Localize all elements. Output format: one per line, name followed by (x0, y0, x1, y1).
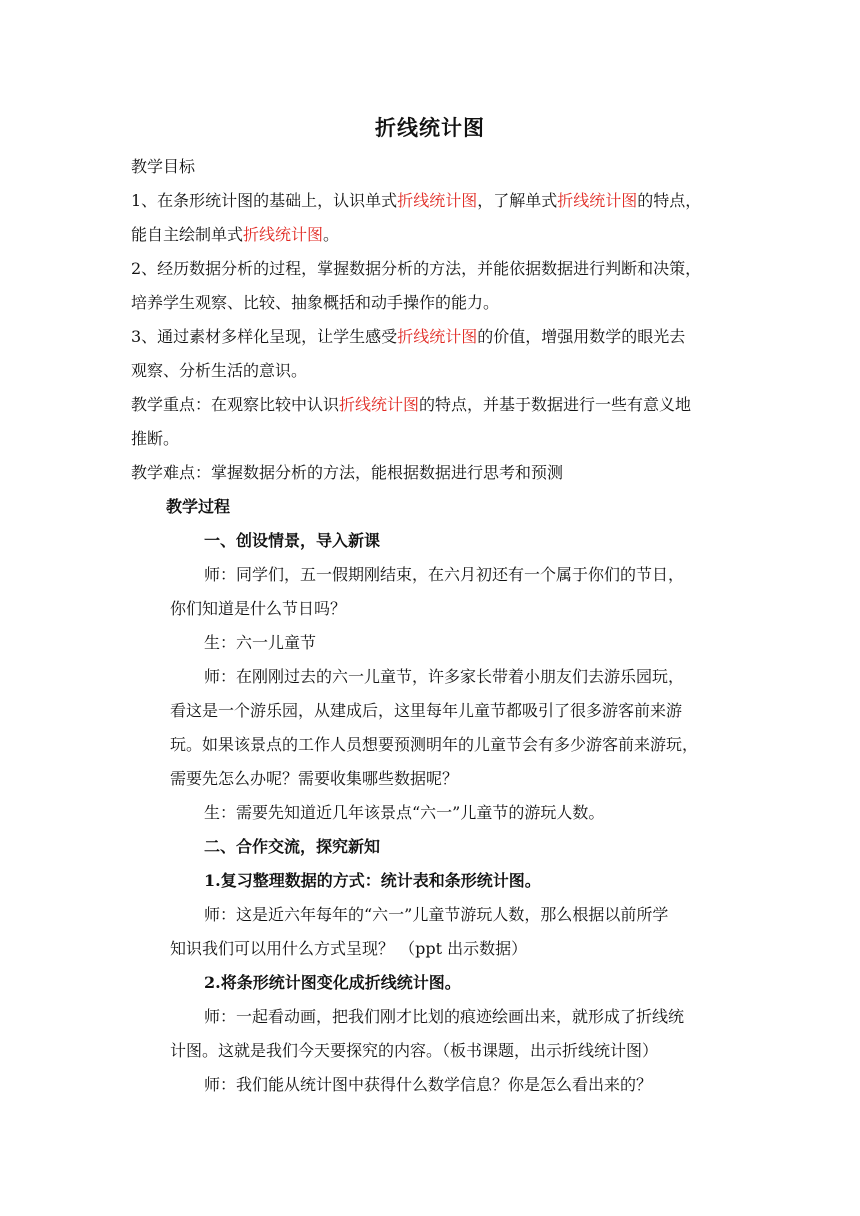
teacher-line-2c: 玩。如果该景点的工作人员想要预测明年的儿童节会有多少游客前来游玩， (170, 735, 699, 754)
teacher-line-4a: 师：一起看动画，把我们刚才比划的痕迹绘画出来，就形成了折线统 (204, 1007, 685, 1026)
teacher-line-2a: 师：在刚刚过去的六一儿童节，许多家长带着小朋友们去游乐园玩， (204, 667, 685, 686)
process-heading: 教学过程 (166, 497, 231, 516)
section-1-heading: 一、创设情景，导入新课 (204, 531, 381, 550)
subsection-2-heading: 2.将条形统计图变化成折线统计图。 (204, 973, 461, 992)
highlight-term: 折线统计图 (243, 225, 324, 244)
teacher-line-3b: 知识我们可以用什么方式呈现？ （ppt 出示数据） (170, 939, 528, 958)
section-2-heading: 二、合作交流，探究新知 (204, 837, 381, 856)
goal-1-line-2: 能自主绘制单式折线统计图。 (131, 225, 340, 244)
goal-2-line-1: 2、经历数据分析的过程，掌握数据分析的方法，并能依据数据进行判断和决策， (131, 259, 702, 278)
goal-1-line-1: 1、在条形统计图的基础上，认识单式折线统计图，了解单式折线统计图的特点， (131, 191, 702, 210)
highlight-term: 折线统计图 (339, 395, 420, 414)
subsection-1-heading: 1.复习整理数据的方式：统计表和条形统计图。 (204, 871, 541, 890)
highlight-term: 折线统计图 (397, 327, 478, 346)
highlight-term: 折线统计图 (397, 191, 478, 210)
teacher-line-2d: 需要先怎么办呢？需要收集哪些数据呢？ (170, 769, 459, 788)
goal-3-line-1: 3、通过素材多样化呈现，让学生感受折线统计图的价值，增强用数学的眼光去 (131, 327, 686, 346)
highlight-term: 折线统计图 (557, 191, 638, 210)
teacher-line-4b: 计图。这就是我们今天要探究的内容。（板书课题，出示折线统计图） (170, 1041, 659, 1060)
goals-heading: 教学目标 (131, 157, 196, 176)
student-line-1: 生：六一儿童节 (204, 633, 317, 652)
teacher-line-3a: 师：这是近六年每年的“六一”儿童节游玩人数，那么根据以前所学 (204, 905, 669, 924)
goal-2-line-2: 培养学生观察、比较、抽象概括和动手操作的能力。 (131, 293, 500, 312)
goal-3-line-2: 观察、分析生活的意识。 (131, 361, 308, 380)
teacher-line-5: 师：我们能从统计图中获得什么数学信息？你是怎么看出来的？ (204, 1075, 653, 1094)
teacher-line-1a: 师：同学们，五一假期刚结束，在六月初还有一个属于你们的节日， (204, 565, 685, 584)
difficulty-line: 教学难点：掌握数据分析的方法，能根据数据进行思考和预测 (131, 463, 564, 482)
key-point-line-1: 教学重点：在观察比较中认识折线统计图的特点，并基于数据进行一些有意义地 (131, 395, 692, 414)
teacher-line-1b: 你们知道是什么节日吗？ (170, 599, 347, 618)
key-point-line-2: 推断。 (131, 429, 180, 448)
page-title: 折线统计图 (375, 115, 485, 140)
teacher-line-2b: 看这是一个游乐园，从建成后，这里每年儿童节都吸引了很多游客前来游 (170, 701, 683, 720)
student-line-2: 生：需要先知道近几年该景点“六一”儿童节的游玩人数。 (204, 803, 605, 822)
